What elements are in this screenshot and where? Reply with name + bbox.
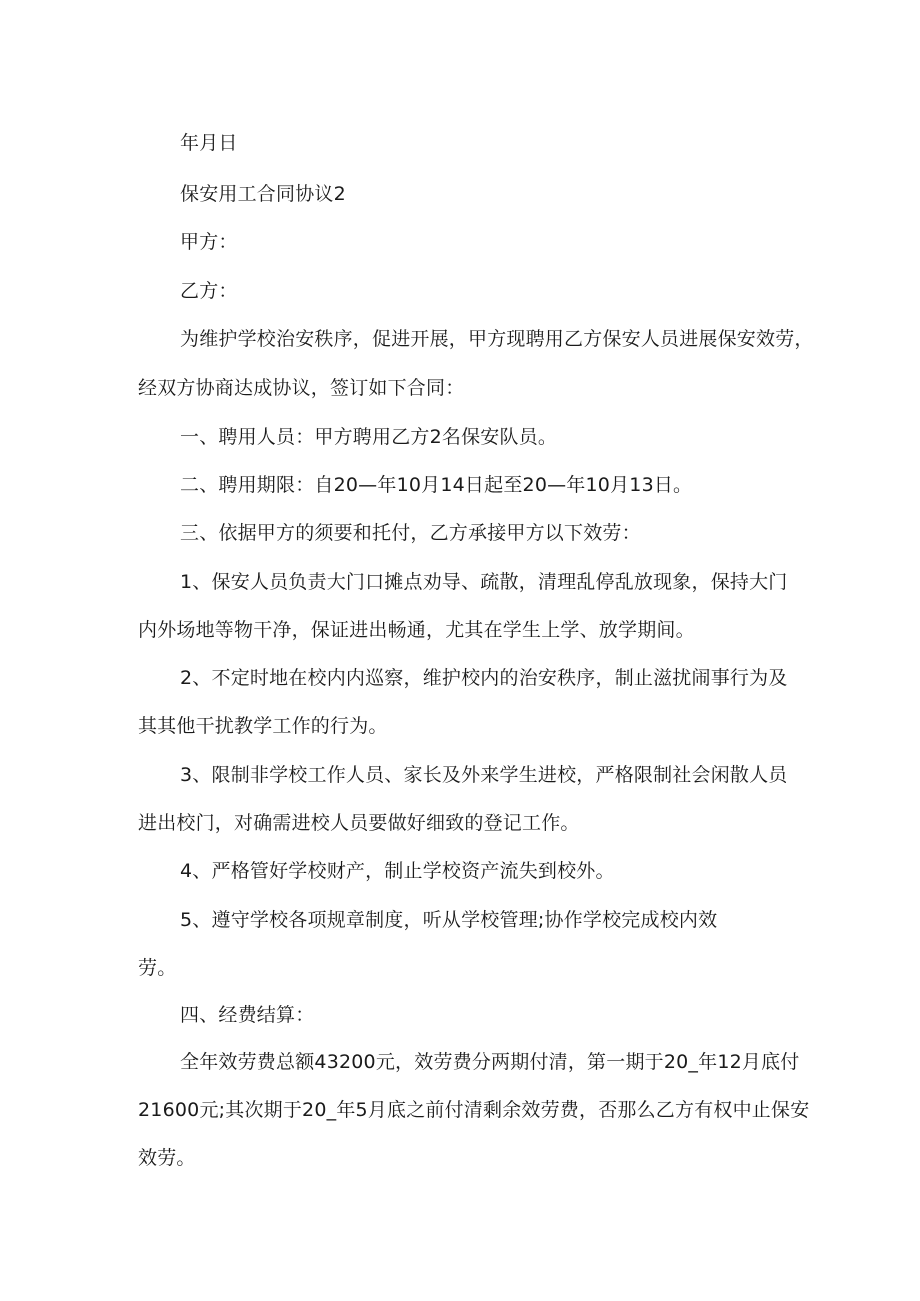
item-4: 4、严格管好学校财产，制止学校资产流失到校外。 (180, 860, 615, 882)
item-1-line-2: 内外场地等物干净，保证进出畅通，尤其在学生上学、放学期间。 (138, 619, 695, 641)
item-3-line-2: 进出校门，对确需进校人员要做好细致的登记工作。 (138, 812, 580, 834)
party-a-line: 甲方： (180, 231, 238, 253)
item-2-line-1: 2、不定时地在校内内巡察，维护校内的治安秩序，制止滋扰闹事行为及 (180, 667, 788, 689)
item-2-line-2: 其其他干扰教学工作的行为。 (138, 715, 388, 737)
item-5-line-2: 劳。 (138, 957, 177, 979)
section-1-personnel: 一、聘用人员：甲方聘用乙方2名保安队员。 (180, 426, 558, 448)
item-3-line-1: 3、限制非学校工作人员、家长及外来学生进校，严格限制社会闲散人员 (180, 764, 788, 786)
intro-line-1: 为维护学校治安秩序，促进开展，甲方现聘用乙方保安人员进展保安效劳， (180, 328, 814, 350)
item-5-line-1: 5、遵守学校各项规章制度，听从学校管理;协作学校完成校内效 (180, 909, 718, 931)
contract-title: 保安用工合同协议2 (180, 183, 346, 205)
item-1-line-1: 1、保安人员负责大门口摊点劝导、疏散，清理乱停乱放现象，保持大门 (180, 571, 788, 593)
intro-line-2: 经双方协商达成协议，签订如下合同： (138, 377, 465, 399)
section-2-term: 二、聘用期限：自20—年10月14日起至20—年10月13日。 (180, 474, 693, 496)
payment-line-2: 21600元;其次期于20_年5月底之前付清剩余效劳费，否那么乙方有权中止保安 (138, 1099, 810, 1121)
date-line: 年月日 (180, 132, 238, 154)
payment-line-3: 效劳。 (138, 1147, 196, 1169)
section-4-fees: 四、经费结算： (180, 1004, 315, 1026)
party-b-line: 乙方： (180, 280, 238, 302)
payment-line-1: 全年效劳费总额43200元，效劳费分两期付清，第一期于20_年12月底付 (180, 1051, 800, 1073)
section-3-services: 三、依据甲方的须要和托付，乙方承接甲方以下效劳： (180, 522, 641, 544)
